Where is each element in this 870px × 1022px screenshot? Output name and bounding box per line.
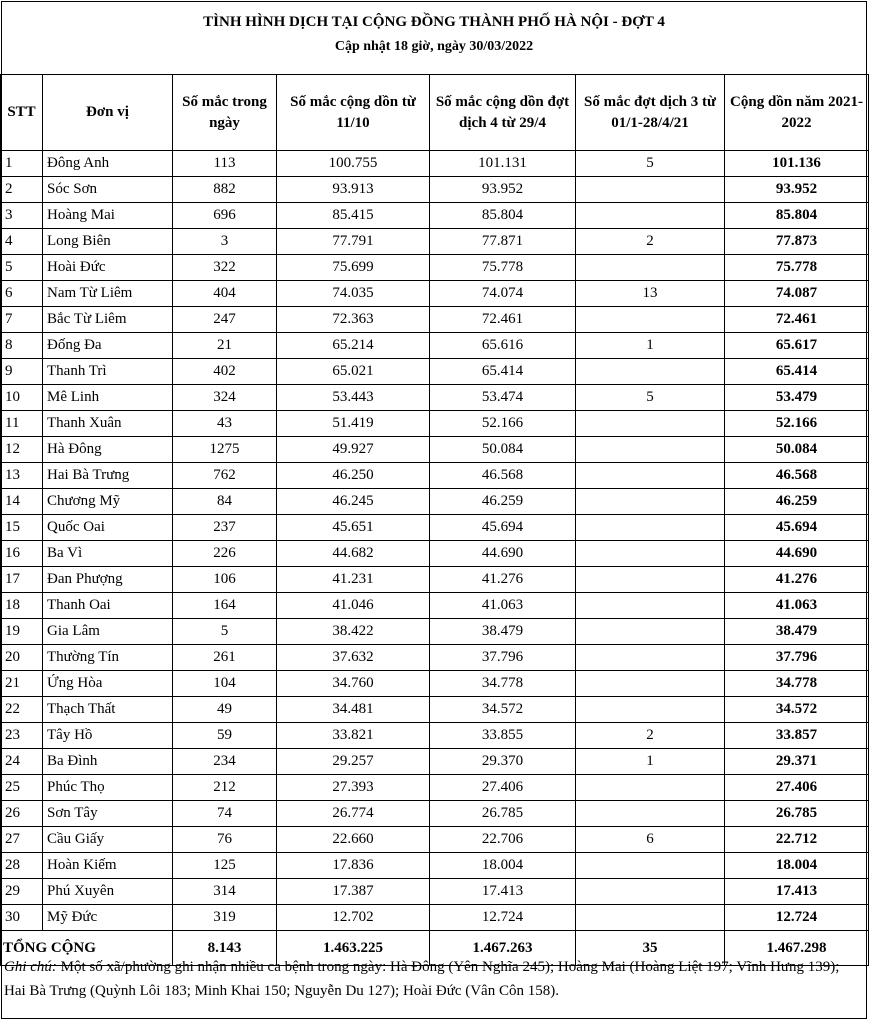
- cumulative-wave-4-cell: 17.413: [430, 879, 576, 905]
- document-subtitle: Cập nhật 18 giờ, ngày 30/03/2022: [334, 39, 534, 54]
- cumulative-2021-2022-cell: 46.259: [725, 489, 869, 515]
- table-row: [1, 905, 869, 931]
- stt-cell: 3: [1, 203, 43, 229]
- stt-cell: 13: [1, 463, 43, 489]
- daily-cases-cell: 21: [173, 333, 277, 359]
- stt-cell: 18: [1, 593, 43, 619]
- unit-name-cell: Đống Đa: [43, 333, 173, 359]
- daily-cases-cell: 3: [173, 229, 277, 255]
- daily-cases-cell: 882: [173, 177, 277, 203]
- cumulative-wave-4-cell: 27.406: [430, 775, 576, 801]
- table-row: [1, 333, 869, 359]
- total-label: TỔNG CỘNG: [1, 931, 173, 966]
- daily-cases-cell: 125: [173, 853, 277, 879]
- daily-cases-cell: 324: [173, 385, 277, 411]
- table-row: [1, 853, 869, 879]
- header-stt: STT: [1, 75, 43, 151]
- stt-cell: 19: [1, 619, 43, 645]
- wave-3-cell: [576, 619, 725, 645]
- cumulative-wave-4-cell: 38.479: [430, 619, 576, 645]
- cumulative-2021-2022-cell: 26.785: [725, 801, 869, 827]
- wave-3-cell: [576, 359, 725, 385]
- cumulative-wave-4-cell: 29.370: [430, 749, 576, 775]
- daily-cases-cell: 402: [173, 359, 277, 385]
- wave-3-cell: [576, 697, 725, 723]
- unit-name-cell: Hai Bà Trưng: [43, 463, 173, 489]
- unit-name-cell: Gia Lâm: [43, 619, 173, 645]
- cumulative-since-11-10-cell: 34.760: [277, 671, 430, 697]
- unit-name-cell: Ba Vì: [43, 541, 173, 567]
- cumulative-2021-2022-cell: 50.084: [725, 437, 869, 463]
- cumulative-2021-2022-cell: 34.778: [725, 671, 869, 697]
- cumulative-2021-2022-cell: 46.568: [725, 463, 869, 489]
- cumulative-wave-4-cell: 72.461: [430, 307, 576, 333]
- wave-3-cell: 1: [576, 333, 725, 359]
- stt-cell: 21: [1, 671, 43, 697]
- daily-cases-cell: 226: [173, 541, 277, 567]
- cumulative-2021-2022-cell: 34.572: [725, 697, 869, 723]
- cumulative-wave-4-cell: 101.131: [430, 151, 576, 177]
- daily-cases-cell: 314: [173, 879, 277, 905]
- unit-name-cell: Quốc Oai: [43, 515, 173, 541]
- daily-cases-cell: 212: [173, 775, 277, 801]
- cumulative-wave-4-cell: 44.690: [430, 541, 576, 567]
- cumulative-since-11-10-cell: 53.443: [277, 385, 430, 411]
- wave-3-cell: [576, 801, 725, 827]
- daily-cases-cell: 76: [173, 827, 277, 853]
- table-row: [1, 827, 869, 853]
- cumulative-wave-4-cell: 65.414: [430, 359, 576, 385]
- total-cell: 1.467.263: [430, 931, 576, 966]
- header-cong-don-11-10: Số mắc cộng dồn từ 11/10: [277, 75, 430, 151]
- stt-cell: 28: [1, 853, 43, 879]
- unit-name-cell: Mê Linh: [43, 385, 173, 411]
- cumulative-wave-4-cell: 33.855: [430, 723, 576, 749]
- table-row: [1, 879, 869, 905]
- unit-name-cell: Thanh Trì: [43, 359, 173, 385]
- unit-name-cell: Phú Xuyên: [43, 879, 173, 905]
- cumulative-2021-2022-cell: 44.690: [725, 541, 869, 567]
- stt-cell: 16: [1, 541, 43, 567]
- cumulative-wave-4-cell: 46.568: [430, 463, 576, 489]
- daily-cases-cell: 319: [173, 905, 277, 931]
- stt-cell: 15: [1, 515, 43, 541]
- cumulative-since-11-10-cell: 27.393: [277, 775, 430, 801]
- stt-cell: 10: [1, 385, 43, 411]
- unit-name-cell: Hà Đông: [43, 437, 173, 463]
- unit-name-cell: Hoài Đức: [43, 255, 173, 281]
- wave-3-cell: [576, 671, 725, 697]
- table-row: [1, 229, 869, 255]
- unit-name-cell: Đông Anh: [43, 151, 173, 177]
- daily-cases-cell: 104: [173, 671, 277, 697]
- stt-cell: 26: [1, 801, 43, 827]
- cumulative-since-11-10-cell: 75.699: [277, 255, 430, 281]
- daily-cases-cell: 84: [173, 489, 277, 515]
- total-cell: 1.463.225: [277, 931, 430, 966]
- cumulative-since-11-10-cell: 44.682: [277, 541, 430, 567]
- stt-cell: 17: [1, 567, 43, 593]
- cumulative-wave-4-cell: 65.616: [430, 333, 576, 359]
- cumulative-2021-2022-cell: 33.857: [725, 723, 869, 749]
- cumulative-2021-2022-cell: 12.724: [725, 905, 869, 931]
- cumulative-wave-4-cell: 46.259: [430, 489, 576, 515]
- table-row: [1, 515, 869, 541]
- cumulative-since-11-10-cell: 22.660: [277, 827, 430, 853]
- stt-cell: 20: [1, 645, 43, 671]
- cumulative-since-11-10-cell: 41.231: [277, 567, 430, 593]
- stt-cell: 7: [1, 307, 43, 333]
- wave-3-cell: 2: [576, 229, 725, 255]
- table-row: [1, 723, 869, 749]
- cumulative-2021-2022-cell: 45.694: [725, 515, 869, 541]
- cumulative-2021-2022-cell: 74.087: [725, 281, 869, 307]
- cumulative-2021-2022-cell: 22.712: [725, 827, 869, 853]
- unit-name-cell: Sóc Sơn: [43, 177, 173, 203]
- table-row: [1, 593, 869, 619]
- daily-cases-cell: 237: [173, 515, 277, 541]
- cumulative-2021-2022-cell: 27.406: [725, 775, 869, 801]
- wave-3-cell: [576, 411, 725, 437]
- unit-name-cell: Bắc Từ Liêm: [43, 307, 173, 333]
- stt-cell: 9: [1, 359, 43, 385]
- total-cell: 8.143: [173, 931, 277, 966]
- unit-name-cell: Hoàn Kiếm: [43, 853, 173, 879]
- daily-cases-cell: 59: [173, 723, 277, 749]
- unit-name-cell: Cầu Giấy: [43, 827, 173, 853]
- cumulative-since-11-10-cell: 26.774: [277, 801, 430, 827]
- cumulative-wave-4-cell: 37.796: [430, 645, 576, 671]
- unit-name-cell: Chương Mỹ: [43, 489, 173, 515]
- wave-3-cell: [576, 775, 725, 801]
- daily-cases-cell: 1275: [173, 437, 277, 463]
- unit-name-cell: Ba Đình: [43, 749, 173, 775]
- daily-cases-cell: 247: [173, 307, 277, 333]
- wave-3-cell: [576, 645, 725, 671]
- table-row: [1, 645, 869, 671]
- table-header-row: [1, 75, 869, 151]
- wave-3-cell: [576, 437, 725, 463]
- table-row: [1, 281, 869, 307]
- daily-cases-cell: 164: [173, 593, 277, 619]
- cumulative-since-11-10-cell: 72.363: [277, 307, 430, 333]
- unit-name-cell: Sơn Tây: [43, 801, 173, 827]
- wave-3-cell: 13: [576, 281, 725, 307]
- cumulative-2021-2022-cell: 52.166: [725, 411, 869, 437]
- stt-cell: 22: [1, 697, 43, 723]
- footnote: [4, 955, 864, 1003]
- cumulative-wave-4-cell: 53.474: [430, 385, 576, 411]
- cumulative-wave-4-cell: 12.724: [430, 905, 576, 931]
- cumulative-since-11-10-cell: 77.791: [277, 229, 430, 255]
- daily-cases-cell: 43: [173, 411, 277, 437]
- total-cell: 1.467.298: [725, 931, 869, 966]
- header-so-mac-trong-ngay: Số mắc trong ngày: [173, 75, 277, 151]
- stt-cell: 2: [1, 177, 43, 203]
- stt-cell: 8: [1, 333, 43, 359]
- cumulative-wave-4-cell: 52.166: [430, 411, 576, 437]
- cumulative-since-11-10-cell: 65.214: [277, 333, 430, 359]
- table-row: [1, 801, 869, 827]
- cumulative-wave-4-cell: 93.952: [430, 177, 576, 203]
- cumulative-2021-2022-cell: 101.136: [725, 151, 869, 177]
- daily-cases-cell: 404: [173, 281, 277, 307]
- table-row: [1, 619, 869, 645]
- table-row: [1, 307, 869, 333]
- table-row: [1, 541, 869, 567]
- wave-3-cell: [576, 905, 725, 931]
- cumulative-2021-2022-cell: 75.778: [725, 255, 869, 281]
- cumulative-2021-2022-cell: 65.617: [725, 333, 869, 359]
- cumulative-since-11-10-cell: 65.021: [277, 359, 430, 385]
- stt-cell: 6: [1, 281, 43, 307]
- cumulative-since-11-10-cell: 17.387: [277, 879, 430, 905]
- stt-cell: 24: [1, 749, 43, 775]
- wave-3-cell: 6: [576, 827, 725, 853]
- wave-3-cell: [576, 203, 725, 229]
- stt-cell: 27: [1, 827, 43, 853]
- cumulative-since-11-10-cell: 38.422: [277, 619, 430, 645]
- table-row: [1, 151, 869, 177]
- table-row: [1, 697, 869, 723]
- wave-3-cell: [576, 463, 725, 489]
- wave-3-cell: 5: [576, 385, 725, 411]
- cumulative-2021-2022-cell: 37.796: [725, 645, 869, 671]
- unit-name-cell: Thạch Thất: [43, 697, 173, 723]
- daily-cases-cell: 234: [173, 749, 277, 775]
- wave-3-cell: [576, 255, 725, 281]
- table-row: [1, 177, 869, 203]
- stt-cell: 11: [1, 411, 43, 437]
- cumulative-since-11-10-cell: 45.651: [277, 515, 430, 541]
- stt-cell: 4: [1, 229, 43, 255]
- cumulative-since-11-10-cell: 12.702: [277, 905, 430, 931]
- cumulative-wave-4-cell: 74.074: [430, 281, 576, 307]
- table-row: [1, 463, 869, 489]
- unit-name-cell: Thanh Oai: [43, 593, 173, 619]
- table-row: [1, 749, 869, 775]
- total-cell: 35: [576, 931, 725, 966]
- table-row: [1, 255, 869, 281]
- daily-cases-cell: 113: [173, 151, 277, 177]
- footnote-text: Một số xã/phường ghi nhận nhiều ca bệnh trong ngày: Hà Đông (Yên Nghĩa 245); Hoàng Mai (Hoàng Liệt 197; Vĩnh Hưng 139); Hai Bà Trưng (Quỳnh Lôi 183; Minh Khai 150; Nguyễn Du 127); Hoài Đức (Vân Côn 158).: [4, 959, 840, 999]
- table-row: [1, 359, 869, 385]
- unit-name-cell: Mỹ Đức: [43, 905, 173, 931]
- cumulative-2021-2022-cell: 77.873: [725, 229, 869, 255]
- footnote-label: Ghi chú:: [4, 959, 57, 975]
- cumulative-2021-2022-cell: 38.479: [725, 619, 869, 645]
- wave-3-cell: [576, 489, 725, 515]
- table-row: [1, 671, 869, 697]
- stt-cell: 14: [1, 489, 43, 515]
- wave-3-cell: 2: [576, 723, 725, 749]
- unit-name-cell: Phúc Thọ: [43, 775, 173, 801]
- cumulative-since-11-10-cell: 46.250: [277, 463, 430, 489]
- cumulative-wave-4-cell: 34.778: [430, 671, 576, 697]
- cumulative-wave-4-cell: 45.694: [430, 515, 576, 541]
- wave-3-cell: [576, 177, 725, 203]
- cumulative-wave-4-cell: 41.276: [430, 567, 576, 593]
- wave-3-cell: 5: [576, 151, 725, 177]
- table-row: [1, 411, 869, 437]
- header-don-vi: Đơn vị: [43, 75, 173, 151]
- unit-name-cell: Ứng Hòa: [43, 671, 173, 697]
- cumulative-wave-4-cell: 50.084: [430, 437, 576, 463]
- cumulative-since-11-10-cell: 49.927: [277, 437, 430, 463]
- cumulative-wave-4-cell: 34.572: [430, 697, 576, 723]
- document-title: TÌNH HÌNH DỊCH TẠI CỘNG ĐỒNG THÀNH PHỐ HÀ NỘI - ĐỢT 4: [203, 14, 665, 30]
- cumulative-since-11-10-cell: 46.245: [277, 489, 430, 515]
- wave-3-cell: [576, 593, 725, 619]
- cumulative-wave-4-cell: 41.063: [430, 593, 576, 619]
- cumulative-wave-4-cell: 85.804: [430, 203, 576, 229]
- cumulative-2021-2022-cell: 41.276: [725, 567, 869, 593]
- wave-3-cell: [576, 541, 725, 567]
- stt-cell: 30: [1, 905, 43, 931]
- table-row: [1, 203, 869, 229]
- cumulative-since-11-10-cell: 17.836: [277, 853, 430, 879]
- cumulative-since-11-10-cell: 34.481: [277, 697, 430, 723]
- cumulative-since-11-10-cell: 93.913: [277, 177, 430, 203]
- cumulative-since-11-10-cell: 51.419: [277, 411, 430, 437]
- daily-cases-cell: 762: [173, 463, 277, 489]
- header-cong-don-dot-4: Số mắc cộng dồn đợt dịch 4 từ 29/4: [430, 75, 576, 151]
- covid-cases-table: [0, 74, 869, 966]
- unit-name-cell: Tây Hồ: [43, 723, 173, 749]
- daily-cases-cell: 49: [173, 697, 277, 723]
- cumulative-2021-2022-cell: 93.952: [725, 177, 869, 203]
- stt-cell: 5: [1, 255, 43, 281]
- daily-cases-cell: 5: [173, 619, 277, 645]
- cumulative-2021-2022-cell: 29.371: [725, 749, 869, 775]
- stt-cell: 1: [1, 151, 43, 177]
- cumulative-wave-4-cell: 75.778: [430, 255, 576, 281]
- cumulative-2021-2022-cell: 41.063: [725, 593, 869, 619]
- cumulative-since-11-10-cell: 85.415: [277, 203, 430, 229]
- stt-cell: 25: [1, 775, 43, 801]
- cumulative-wave-4-cell: 22.706: [430, 827, 576, 853]
- stt-cell: 29: [1, 879, 43, 905]
- cumulative-wave-4-cell: 26.785: [430, 801, 576, 827]
- daily-cases-cell: 74: [173, 801, 277, 827]
- cumulative-2021-2022-cell: 17.413: [725, 879, 869, 905]
- header-dot-dich-3: Số mắc đợt dịch 3 từ 01/1-28/4/21: [576, 75, 725, 151]
- daily-cases-cell: 322: [173, 255, 277, 281]
- cumulative-wave-4-cell: 77.871: [430, 229, 576, 255]
- unit-name-cell: Thanh Xuân: [43, 411, 173, 437]
- unit-name-cell: Thường Tín: [43, 645, 173, 671]
- table-row: [1, 489, 869, 515]
- unit-name-cell: Đan Phượng: [43, 567, 173, 593]
- daily-cases-cell: 696: [173, 203, 277, 229]
- cumulative-2021-2022-cell: 65.414: [725, 359, 869, 385]
- wave-3-cell: [576, 307, 725, 333]
- cumulative-since-11-10-cell: 29.257: [277, 749, 430, 775]
- wave-3-cell: 1: [576, 749, 725, 775]
- wave-3-cell: [576, 879, 725, 905]
- cumulative-since-11-10-cell: 33.821: [277, 723, 430, 749]
- cumulative-2021-2022-cell: 72.461: [725, 307, 869, 333]
- table-row: [1, 775, 869, 801]
- daily-cases-cell: 106: [173, 567, 277, 593]
- unit-name-cell: Long Biên: [43, 229, 173, 255]
- table-row: [1, 437, 869, 463]
- header-cong-don-nam: Cộng dồn năm 2021-2022: [725, 75, 869, 151]
- cumulative-2021-2022-cell: 85.804: [725, 203, 869, 229]
- cumulative-wave-4-cell: 18.004: [430, 853, 576, 879]
- cumulative-since-11-10-cell: 41.046: [277, 593, 430, 619]
- unit-name-cell: Hoàng Mai: [43, 203, 173, 229]
- table-row: [1, 567, 869, 593]
- unit-name-cell: Nam Từ Liêm: [43, 281, 173, 307]
- stt-cell: 23: [1, 723, 43, 749]
- wave-3-cell: [576, 515, 725, 541]
- wave-3-cell: [576, 567, 725, 593]
- cumulative-since-11-10-cell: 37.632: [277, 645, 430, 671]
- cumulative-2021-2022-cell: 53.479: [725, 385, 869, 411]
- cumulative-since-11-10-cell: 100.755: [277, 151, 430, 177]
- cumulative-2021-2022-cell: 18.004: [725, 853, 869, 879]
- stt-cell: 12: [1, 437, 43, 463]
- daily-cases-cell: 261: [173, 645, 277, 671]
- table-row: [1, 385, 869, 411]
- wave-3-cell: [576, 853, 725, 879]
- cumulative-since-11-10-cell: 74.035: [277, 281, 430, 307]
